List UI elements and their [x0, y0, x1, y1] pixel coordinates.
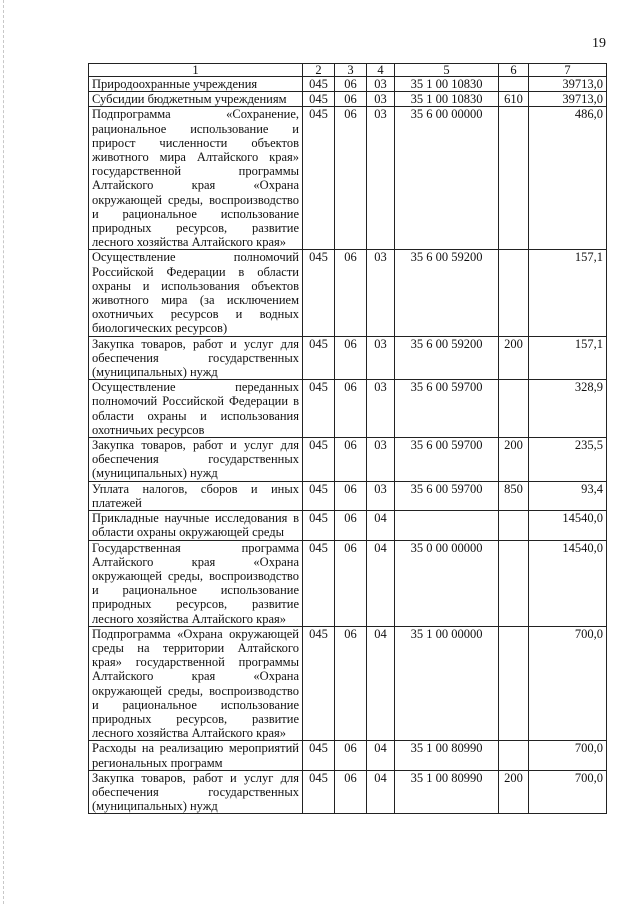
table-row	[89, 336, 607, 380]
target-article-cell: 35 1 00 80990	[395, 770, 499, 814]
subsection-cell: 03	[367, 438, 395, 482]
admin-code-cell: 045	[303, 438, 335, 482]
row-name-cell: Осуществление переданных полномочий Российской Федерации в области охраны и использования охотничьих ресурсов	[89, 380, 303, 438]
expense-type-cell: 200	[499, 336, 529, 380]
expense-type-cell	[499, 107, 529, 250]
subsection-cell: 03	[367, 380, 395, 438]
admin-code-cell: 045	[303, 626, 335, 741]
expense-type-cell	[499, 540, 529, 626]
subsection-cell: 04	[367, 540, 395, 626]
amount-cell: 700,0	[529, 626, 607, 741]
header-cell: 4	[367, 64, 395, 77]
amount-cell: 14540,0	[529, 511, 607, 540]
row-name-cell: Природоохранные учреждения	[89, 77, 303, 92]
subsection-cell: 04	[367, 511, 395, 540]
expense-type-cell	[499, 741, 529, 770]
header-row	[89, 64, 607, 77]
admin-code-cell: 045	[303, 107, 335, 250]
table-row	[89, 77, 607, 92]
row-name-cell: Подпрограмма «Охрана окружающей среды на территории Алтайского края» государственной программы Алтайского края «Охрана окружающей среды, воспроизводство и рациональное использование природных ресурсов, развитие лесного хозяйства Алтайского края»	[89, 626, 303, 741]
table-row	[89, 438, 607, 482]
section-cell: 06	[335, 438, 367, 482]
section-cell: 06	[335, 336, 367, 380]
table-row	[89, 107, 607, 250]
table-row	[89, 626, 607, 741]
target-article-cell: 35 6 00 59200	[395, 250, 499, 336]
target-article-cell: 35 6 00 00000	[395, 107, 499, 250]
row-name-cell: Подпрограмма «Сохранение, рациональное использование и прирост численности объектов животного мира Алтайского края» государственной программы Алтайского края «Охрана окружающей среды, воспроизводство и рациональное использование природных ресурсов, развитие лесного хозяйства Алтайского края»	[89, 107, 303, 250]
header-cell: 5	[395, 64, 499, 77]
target-article-cell: 35 6 00 59700	[395, 438, 499, 482]
table-row	[89, 511, 607, 540]
amount-cell: 39713,0	[529, 77, 607, 92]
header-cell: 7	[529, 64, 607, 77]
expense-type-cell: 610	[499, 92, 529, 107]
section-cell: 06	[335, 770, 367, 814]
admin-code-cell: 045	[303, 250, 335, 336]
page-edge-line	[3, 0, 4, 904]
section-cell: 06	[335, 92, 367, 107]
table-row	[89, 540, 607, 626]
section-cell: 06	[335, 540, 367, 626]
table-row	[89, 380, 607, 438]
subsection-cell: 04	[367, 741, 395, 770]
table-row	[89, 250, 607, 336]
section-cell: 06	[335, 626, 367, 741]
expense-type-cell	[499, 250, 529, 336]
section-cell: 06	[335, 481, 367, 510]
section-cell: 06	[335, 77, 367, 92]
section-cell: 06	[335, 107, 367, 250]
admin-code-cell: 045	[303, 77, 335, 92]
subsection-cell: 03	[367, 107, 395, 250]
admin-code-cell: 045	[303, 336, 335, 380]
section-cell: 06	[335, 741, 367, 770]
row-name-cell: Закупка товаров, работ и услуг для обеспечения государственных (муниципальных) нужд	[89, 438, 303, 482]
row-name-cell: Государственная программа Алтайского края «Охрана окружающей среды, воспроизводство и рациональное использование природных ресурсов, развитие лесного хозяйства Алтайского края»	[89, 540, 303, 626]
target-article-cell: 35 6 00 59700	[395, 380, 499, 438]
section-cell: 06	[335, 250, 367, 336]
target-article-cell: 35 6 00 59700	[395, 481, 499, 510]
target-article-cell: 35 1 00 10830	[395, 77, 499, 92]
admin-code-cell: 045	[303, 380, 335, 438]
amount-cell: 486,0	[529, 107, 607, 250]
subsection-cell: 03	[367, 481, 395, 510]
subsection-cell: 04	[367, 770, 395, 814]
row-name-cell: Уплата налогов, сборов и иных платежей	[89, 481, 303, 510]
expense-type-cell: 200	[499, 770, 529, 814]
row-name-cell: Расходы на реализацию мероприятий региональных программ	[89, 741, 303, 770]
header-cell: 3	[335, 64, 367, 77]
header-cell: 1	[89, 64, 303, 77]
admin-code-cell: 045	[303, 481, 335, 510]
target-article-cell: 35 1 00 80990	[395, 741, 499, 770]
admin-code-cell: 045	[303, 770, 335, 814]
amount-cell: 157,1	[529, 250, 607, 336]
amount-cell: 39713,0	[529, 92, 607, 107]
target-article-cell: 35 0 00 00000	[395, 540, 499, 626]
table-row	[89, 481, 607, 510]
expense-type-cell	[499, 380, 529, 438]
amount-cell: 93,4	[529, 481, 607, 510]
admin-code-cell: 045	[303, 92, 335, 107]
header-cell: 6	[499, 64, 529, 77]
admin-code-cell: 045	[303, 741, 335, 770]
target-article-cell: 35 1 00 10830	[395, 92, 499, 107]
row-name-cell: Осуществление полномочий Российской Федерации в области охраны и использования объектов животного мира (за исключением охотничьих ресурсов и водных биологических ресурсов)	[89, 250, 303, 336]
target-article-cell: 35 1 00 00000	[395, 626, 499, 741]
subsection-cell: 03	[367, 336, 395, 380]
expense-type-cell	[499, 626, 529, 741]
target-article-cell	[395, 511, 499, 540]
amount-cell: 157,1	[529, 336, 607, 380]
expense-type-cell: 200	[499, 438, 529, 482]
subsection-cell: 03	[367, 250, 395, 336]
amount-cell: 14540,0	[529, 540, 607, 626]
budget-table	[88, 63, 607, 814]
page-number: 19	[592, 36, 606, 51]
target-article-cell: 35 6 00 59200	[395, 336, 499, 380]
expense-type-cell	[499, 511, 529, 540]
header-cell: 2	[303, 64, 335, 77]
subsection-cell: 03	[367, 92, 395, 107]
expense-type-cell: 850	[499, 481, 529, 510]
section-cell: 06	[335, 511, 367, 540]
subsection-cell: 03	[367, 77, 395, 92]
row-name-cell: Прикладные научные исследования в области охраны окружающей среды	[89, 511, 303, 540]
expense-type-cell	[499, 77, 529, 92]
table-row	[89, 92, 607, 107]
admin-code-cell: 045	[303, 511, 335, 540]
amount-cell: 700,0	[529, 741, 607, 770]
row-name-cell: Закупка товаров, работ и услуг для обеспечения государственных (муниципальных) нужд	[89, 336, 303, 380]
amount-cell: 328,9	[529, 380, 607, 438]
subsection-cell: 04	[367, 626, 395, 741]
section-cell: 06	[335, 380, 367, 438]
table-row	[89, 770, 607, 814]
admin-code-cell: 045	[303, 540, 335, 626]
amount-cell: 700,0	[529, 770, 607, 814]
amount-cell: 235,5	[529, 438, 607, 482]
table-row	[89, 741, 607, 770]
row-name-cell: Субсидии бюджетным учреждениям	[89, 92, 303, 107]
row-name-cell: Закупка товаров, работ и услуг для обеспечения государственных (муниципальных) нужд	[89, 770, 303, 814]
